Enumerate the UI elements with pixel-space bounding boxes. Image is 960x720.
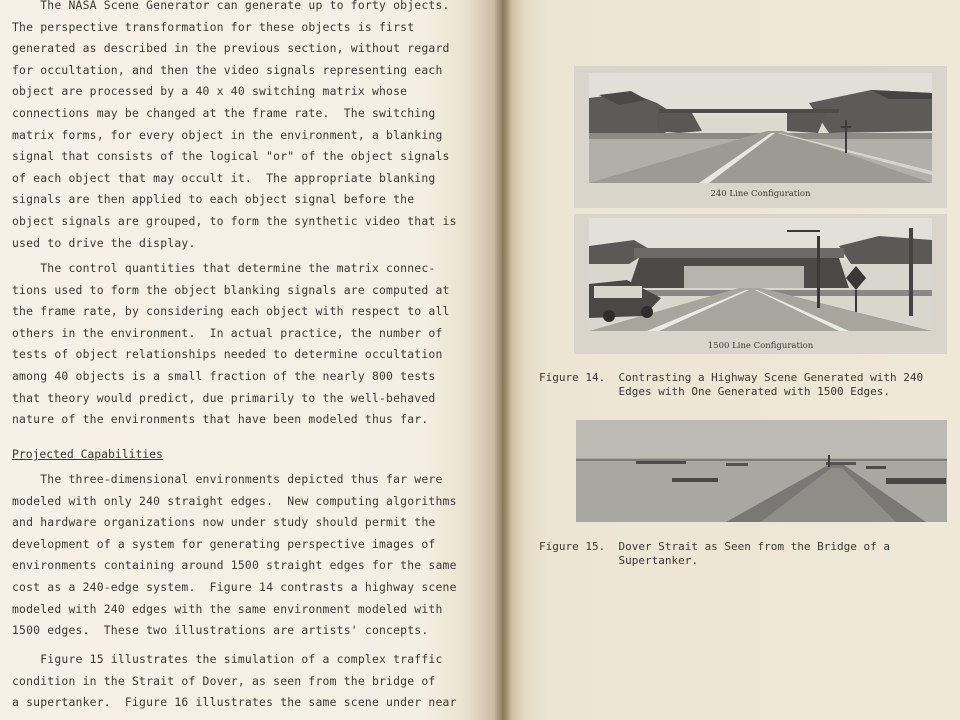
figure-14-top-caption: 240 Line Configuration — [710, 189, 811, 199]
figure-14-bottom-caption: 1500 Line Configuration — [707, 341, 814, 351]
text-line: nature of the environments that have been modeled thus far. — [12, 412, 429, 427]
text-line: 1500 edges. These two illustrations are artists' concepts. — [12, 623, 429, 638]
text-line: The three-dimensional environments depicted thus far were — [12, 472, 443, 486]
text-line: matrix forms, for every object in the environment, a blanking — [12, 127, 443, 142]
text-line: the frame rate, by considering each object with respect to all — [12, 304, 450, 319]
paragraph-projected-capabilities — [12, 469, 464, 642]
text-line: development of a system for generating perspective images of — [12, 536, 436, 551]
text-line: of each object that may occult it. The appropriate blanking — [12, 170, 436, 185]
text-line: that theory would predict, due primarily to the well-behaved — [12, 390, 436, 405]
text-line: The control quantities that determine the matrix connec- — [12, 261, 436, 275]
text-line: generated as described in the previous section, without regard — [12, 41, 450, 56]
figure-15-caption — [539, 540, 959, 568]
text-line: used to drive the display. — [12, 235, 196, 250]
text-line: tests of object relationships needed to determine occultation — [12, 347, 443, 362]
figure-14-caption — [539, 371, 959, 399]
text-line: a supertanker. Figure 16 illustrates the same scene under near — [12, 695, 457, 710]
caption-line: Edges with One Generated with 1500 Edges. — [539, 385, 890, 398]
text-line: among 40 objects is a small fraction of the nearly 800 tests — [12, 368, 436, 383]
paragraph-occultation — [12, 0, 464, 254]
figure-15 — [576, 420, 947, 522]
text-line: The NASA Scene Generator can generate up to forty objects. — [12, 0, 450, 12]
text-line: for occultation, and then the video signals representing each — [12, 62, 443, 77]
highway-scene-240-image — [589, 73, 932, 183]
text-line: modeled with only 240 straight edges. New computing algorithms — [12, 493, 457, 508]
text-line: signals are then applied to each object signal before the — [12, 192, 415, 207]
text-line: The perspective transformation for these objects is first — [12, 19, 415, 34]
book-gutter — [494, 0, 512, 720]
paragraph-control-quantities — [12, 258, 464, 431]
text-line: object signals are grouped, to form the synthetic video that is — [12, 213, 457, 228]
text-line: tions used to form the object blanking signals are computed at — [12, 282, 450, 297]
text-line: environments containing around 1500 straight edges for the same — [12, 558, 457, 573]
figure-14-240-line — [574, 66, 947, 208]
text-line: signal that consists of the logical "or" of the object signals — [12, 149, 450, 164]
text-line: cost as a 240-edge system. Figure 14 contrasts a highway scene — [12, 579, 457, 594]
text-line: and hardware organizations now under study should permit the — [12, 515, 436, 530]
section-heading: Projected Capabilities — [12, 447, 163, 461]
text-line: connections may be changed at the frame rate. The switching — [12, 105, 436, 120]
caption-line: Supertanker. — [539, 554, 698, 567]
highway-scene-1500-image — [589, 218, 932, 331]
text-line: modeled with 240 edges with the same environment modeled with — [12, 601, 443, 616]
paragraph-figure-15 — [12, 649, 464, 714]
caption-line: Figure 14. Contrasting a Highway Scene Generated with 240 — [539, 371, 924, 384]
figure-14-1500-line — [574, 214, 947, 354]
text-line: Figure 15 illustrates the simulation of a complex traffic — [12, 652, 443, 666]
right-page — [502, 0, 960, 720]
caption-line: Figure 15. Dover Strait as Seen from the Bridge of a — [539, 540, 890, 553]
text-line: condition in the Strait of Dover, as seen from the bridge of — [12, 673, 436, 688]
dover-strait-scene-image — [576, 420, 947, 522]
text-line: object are processed by a 40 x 40 switching matrix whose — [12, 84, 408, 99]
text-line: others in the environment. In actual practice, the number of — [12, 325, 443, 340]
